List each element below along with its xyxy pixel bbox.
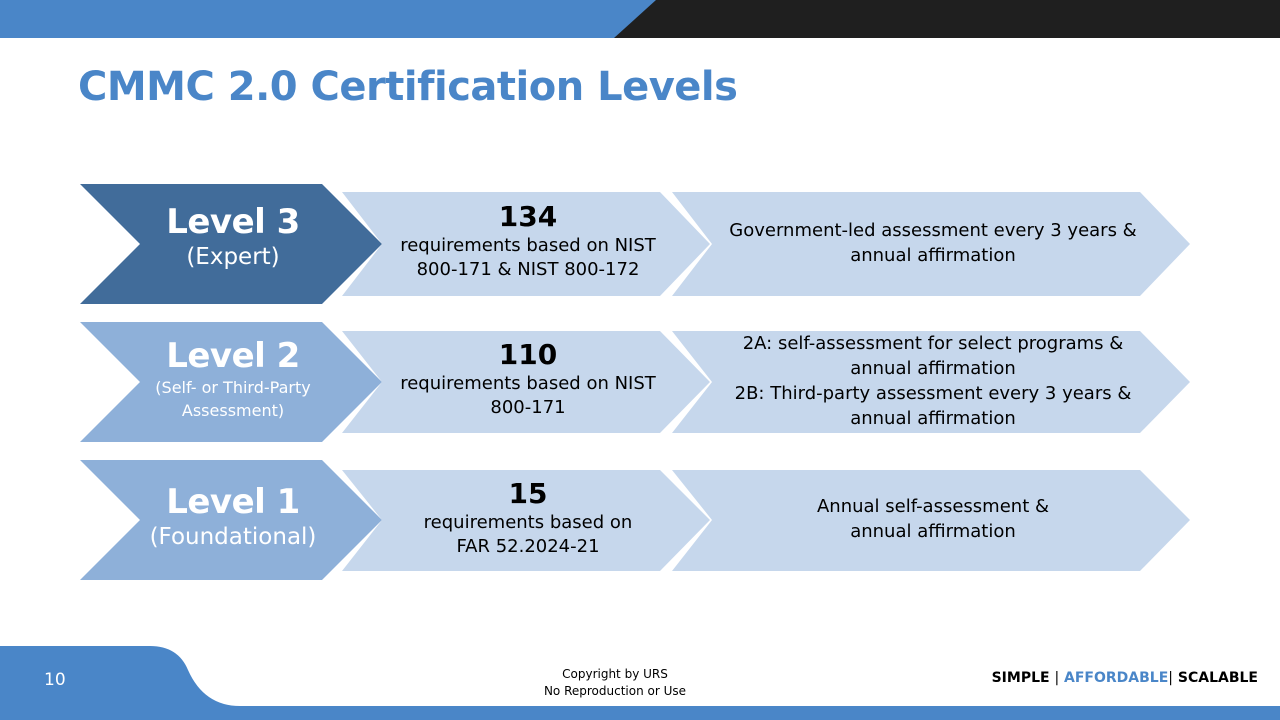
tagline-scalable: SCALABLE <box>1177 670 1258 686</box>
copyright-line-2: No Reproduction or Use <box>543 684 687 698</box>
top-banner <box>0 0 1280 38</box>
level-3-assessment: Government-led assessment every 3 years & annual affirmation <box>729 220 1137 266</box>
level-1-label <box>140 482 326 552</box>
tagline-divider-2: | <box>1168 670 1174 686</box>
level-1-count: 15 <box>508 477 548 510</box>
copyright-line-1: Copyright by URS <box>562 667 668 681</box>
level-2-requirements <box>385 338 671 420</box>
level-2-assessment-2b: 2B: Third-party assessment every 3 years & annual affirmation <box>734 383 1132 429</box>
tagline <box>992 670 1258 686</box>
level-3-name: Level 3 <box>166 202 300 242</box>
level-1-assessment: Annual self-assessment & annual affirmation <box>816 496 1050 542</box>
tagline-affordable: AFFORDABLE <box>1064 670 1169 686</box>
level-2-assessment <box>715 331 1151 431</box>
level-2-name: Level 2 <box>166 336 300 376</box>
level-3-count: 134 <box>498 200 558 233</box>
page-title: CMMC 2.0 Certification Levels <box>78 64 738 110</box>
level-1-requirements-text: requirements based on FAR 52.2024-21 <box>423 512 633 557</box>
level-1-requirements <box>385 477 671 559</box>
level-1-name: Level 1 <box>166 482 300 522</box>
page-number: 10 <box>44 670 66 690</box>
level-row-1 <box>0 460 1280 580</box>
level-2-label <box>140 336 326 422</box>
level-3-label <box>140 202 326 272</box>
level-row-3 <box>0 184 1280 304</box>
tagline-divider-1: | <box>1054 670 1060 686</box>
tagline-simple: SIMPLE <box>991 670 1050 686</box>
level-2-requirements-text: requirements based on NIST 800-171 <box>400 373 656 418</box>
top-banner-blue <box>0 0 656 38</box>
level-3-subtitle: (Expert) <box>186 244 280 270</box>
level-3-requirements <box>385 200 671 282</box>
copyright-notice <box>515 666 715 700</box>
level-3-requirements-text: requirements based on NIST 800-171 & NIST 800-172 <box>400 235 656 280</box>
level-1-subtitle: (Foundational) <box>149 524 317 550</box>
level-2-assessment-2a: 2A: self-assessment for select programs & annual affirmation <box>742 333 1124 379</box>
level-row-2 <box>0 322 1280 442</box>
level-2-count: 110 <box>498 338 558 371</box>
level-2-subtitle: (Self- or Third-Party Assessment) <box>155 378 311 420</box>
